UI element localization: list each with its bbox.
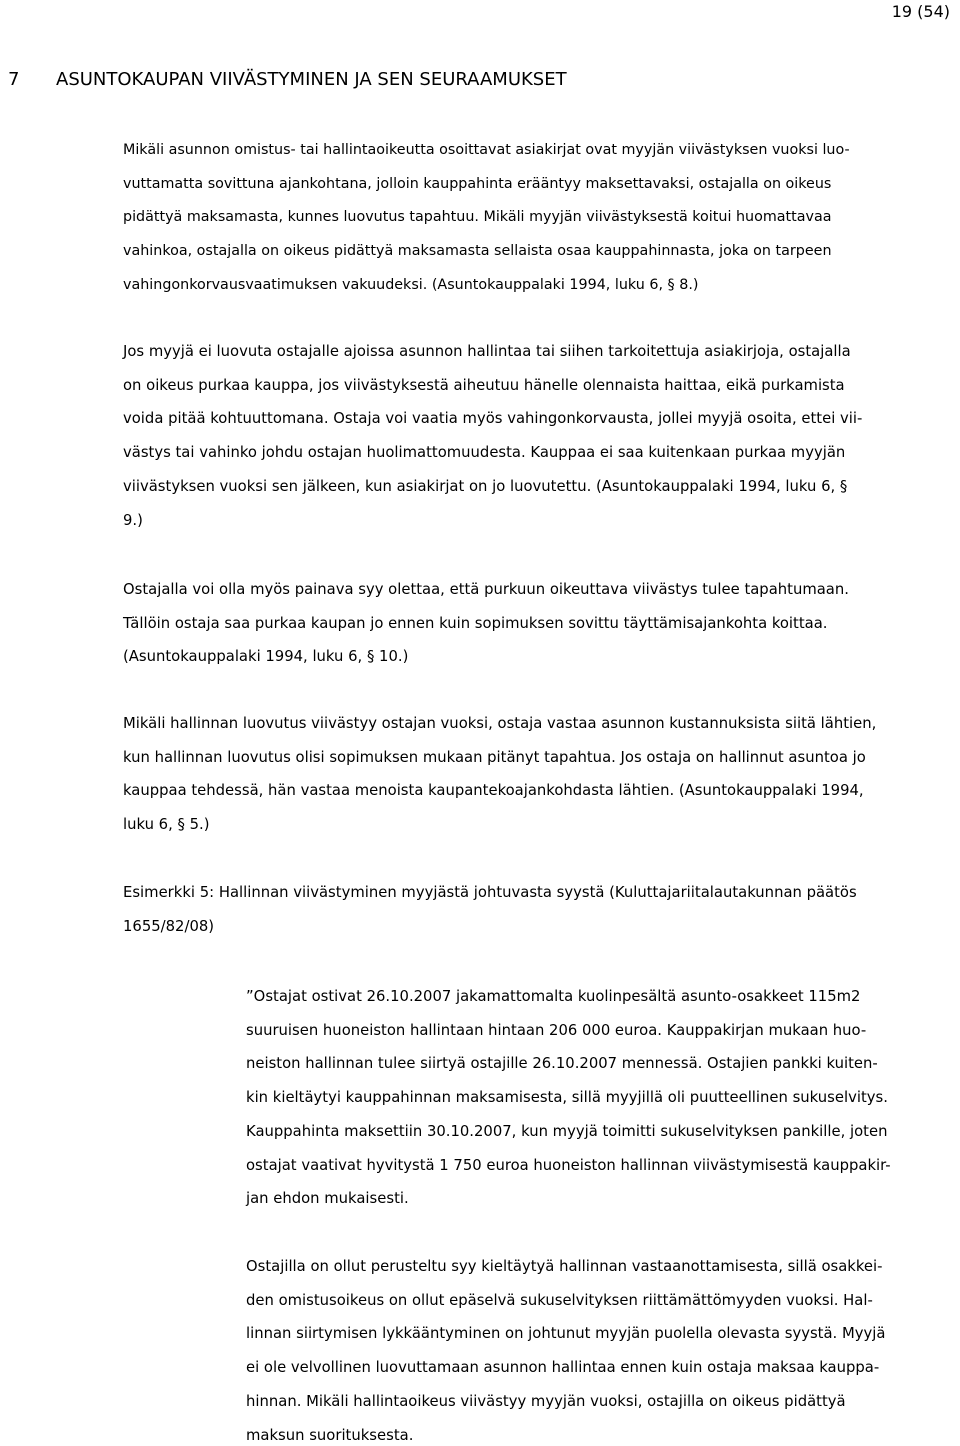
text-line: viivästyksen vuoksi sen jälkeen, kun asiakirjat on jo luovutettu. (Asuntokauppalaki 1994, luku 6, § xyxy=(123,478,848,495)
text-line: voida pitää kohtuuttomana. Ostaja voi vaatia myös vahingonkorvausta, jollei myyjä osoita, ettei vii- xyxy=(123,410,863,427)
text-line: ”Ostajat ostivat 26.10.2007 jakamattomalta kuolinpesältä asunto-osakkeet 115m2 xyxy=(246,988,861,1005)
text-line: kin kieltäytyi kauppahinnan maksamisesta, sillä myyjillä oli puutteellinen sukuselvitys. xyxy=(246,1089,888,1106)
text-line: Esimerkki 5: Hallinnan viivästyminen myyjästä johtuvasta syystä (Kuluttajariitalautakunnan päätös xyxy=(123,884,857,901)
text-line: Kauppahinta maksettiin 30.10.2007, kun myyjä toimitti sukuselvityksen pankille, joten xyxy=(246,1123,888,1140)
text-line: Ostajalla voi olla myös painava syy olettaa, että purkuun oikeuttava viivästys tulee tapahtumaan. xyxy=(123,581,849,598)
text-line: 1655/82/08) xyxy=(123,918,215,935)
text-line: (Asuntokauppalaki 1994, luku 6, § 10.) xyxy=(123,648,409,665)
text-line: vahinkoa, ostajalla on oikeus pidättyä maksamasta sellaista osaa kauppahinnasta, joka on tarpeen xyxy=(123,243,832,259)
text-line: vahingonkorvausvaatimuksen vakuudeksi. (Asuntokauppalaki 1994, luku 6, § 8.) xyxy=(123,277,699,293)
text-line: vuttamatta sovittuna ajankohtana, jolloin kauppahinta erääntyy maksettavaksi, ostajalla on oikeus xyxy=(123,176,832,192)
text-line: 9.) xyxy=(123,512,143,529)
section-number: 7 xyxy=(8,69,20,90)
text-line: ostajat vaativat hyvitystä 1 750 euroa huoneiston hallinnan viivästymisestä kauppakir- xyxy=(246,1157,891,1174)
text-line: linnan siirtymisen lykkääntyminen on johtunut myyjän puolella olevasta syystä. Myyjä xyxy=(246,1325,886,1342)
text-line: Jos myyjä ei luovuta ostajalle ajoissa asunnon hallintaa tai siihen tarkoitettuja asiakirjoja, ostajalla xyxy=(123,343,851,360)
text-line: den omistusoikeus on ollut epäselvä sukuselvityksen riittämättömyyden vuoksi. Hal- xyxy=(246,1292,873,1309)
text-line: on oikeus purkaa kauppa, jos viivästyksestä aiheutuu hänelle olennaista haittaa, eikä purkamista xyxy=(123,377,845,394)
text-line: kauppaa tehdessä, hän vastaa menoista kaupantekoajankohdasta lähtien. (Asuntokauppalaki 1994, xyxy=(123,782,864,799)
text-line: Mikäli hallinnan luovutus viivästyy ostajan vuoksi, ostaja vastaa asunnon kustannuksista siitä lähtien, xyxy=(123,715,877,732)
text-line: maksun suorituksesta. xyxy=(246,1427,414,1444)
text-line: Ostajilla on ollut perusteltu syy kieltäytyä hallinnan vastaanottamisesta, sillä osakkei- xyxy=(246,1258,883,1275)
text-line: jan ehdon mukaisesti. xyxy=(246,1190,409,1207)
page-number: 19 (54) xyxy=(891,2,950,21)
text-line: hinnan. Mikäli hallintaoikeus viivästyy myyjän vuoksi, ostajilla on oikeus pidättyä xyxy=(246,1393,846,1410)
text-line: pidättyä maksamasta, kunnes luovutus tapahtuu. Mikäli myyjän viivästyksestä koitui huomattavaa xyxy=(123,209,832,225)
text-line: ei ole velvollinen luovuttamaan asunnon hallintaa ennen kuin ostaja maksaa kauppa- xyxy=(246,1359,880,1376)
text-line: Tällöin ostaja saa purkaa kaupan jo ennen kuin sopimuksen sovittu täyttämisajankohta koittaa. xyxy=(123,615,828,632)
text-line: västys tai vahinko johdu ostajan huolimattomuudesta. Kauppaa ei saa kuitenkaan purkaa myyjän xyxy=(123,444,846,461)
text-line: kun hallinnan luovutus olisi sopimuksen mukaan pitänyt tapahtua. Jos ostaja on hallinnut asuntoa jo xyxy=(123,749,866,766)
text-line: suuruisen huoneiston hallintaan hintaan 206 000 euroa. Kauppakirjan mukaan huo- xyxy=(246,1022,867,1039)
text-line: Mikäli asunnon omistus- tai hallintaoikeutta osoittavat asiakirjat ovat myyjän viivästyksen vuoksi luo- xyxy=(123,142,850,158)
text-line: neiston hallinnan tulee siirtyä ostajille 26.10.2007 mennessä. Ostajien pankki kuiten- xyxy=(246,1055,878,1072)
text-line: luku 6, § 5.) xyxy=(123,816,210,833)
section-title: ASUNTOKAUPAN VIIVÄSTYMINEN JA SEN SEURAAMUKSET xyxy=(56,69,567,90)
